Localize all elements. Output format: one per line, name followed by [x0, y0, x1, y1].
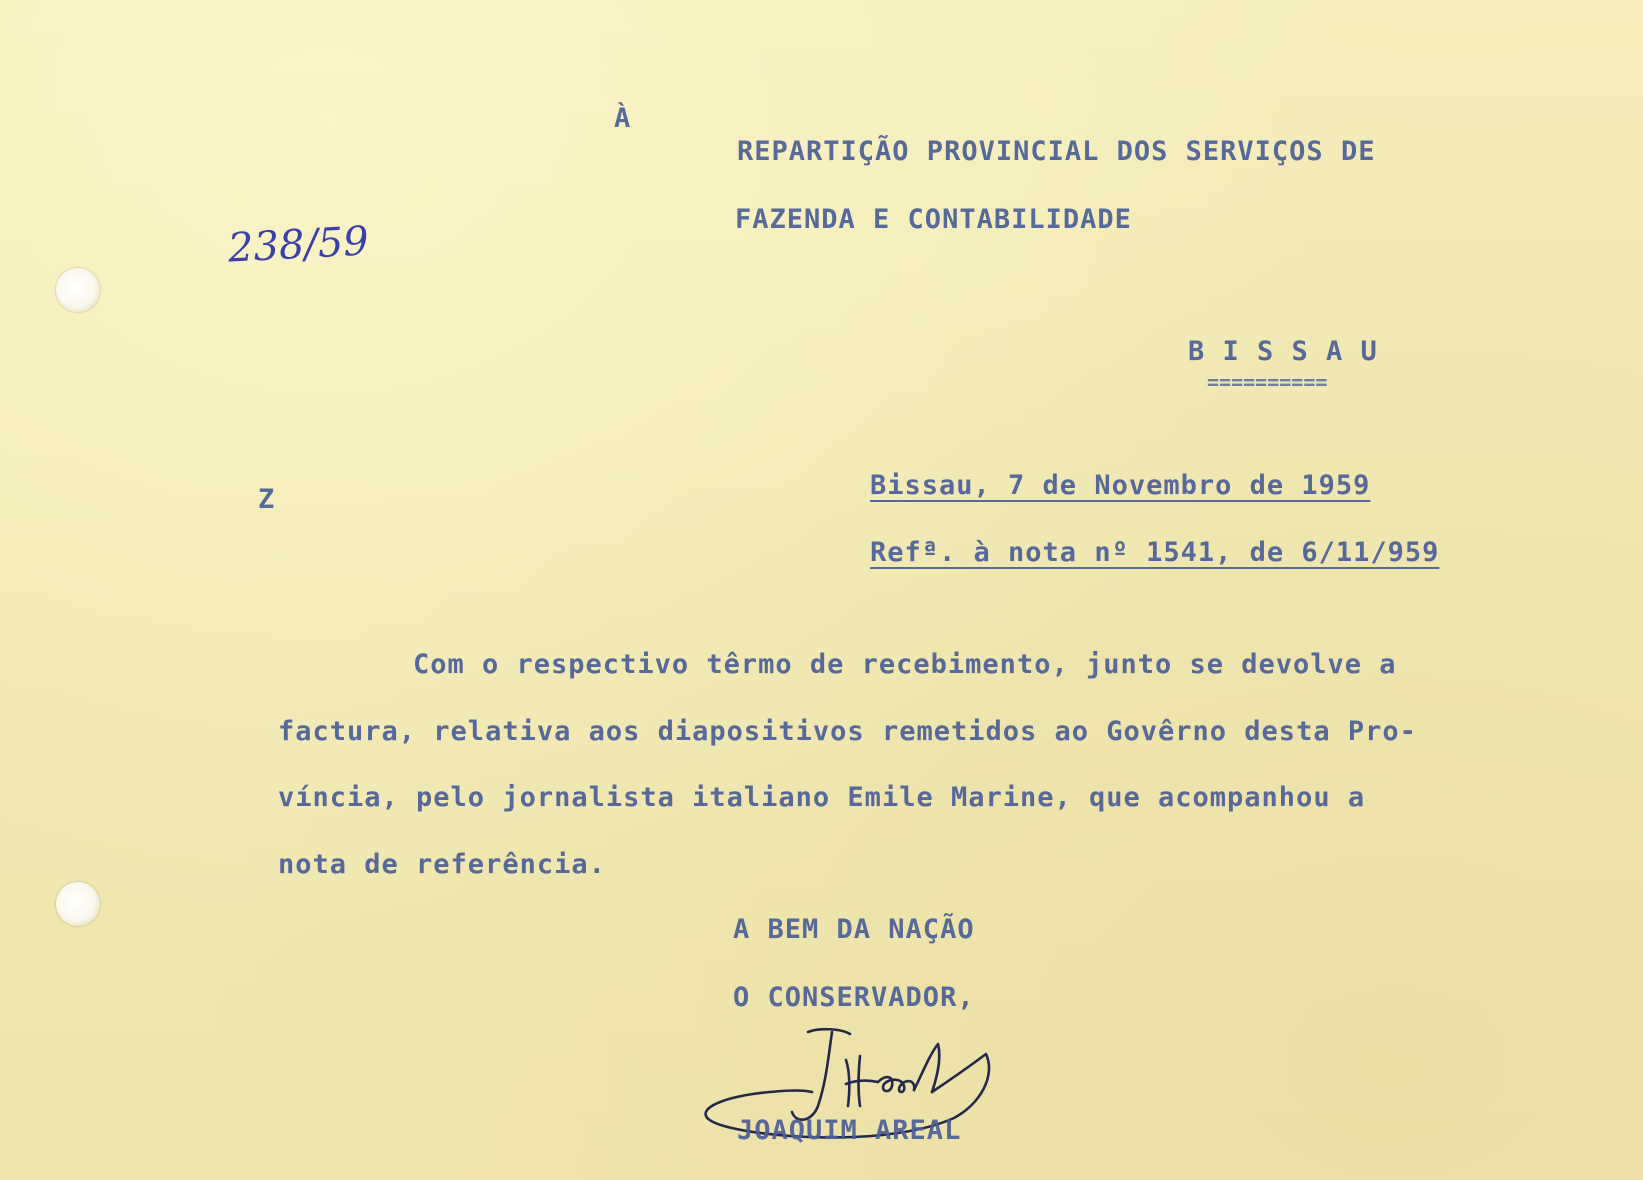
closing-line-2: O CONSERVADOR, [733, 982, 975, 1013]
city-heading: B I S S A U [1188, 336, 1378, 367]
punch-hole-bottom [56, 882, 100, 926]
body-line-2: factura, relativa aos diapositivos remetidos ao Govêrno desta Pro- [278, 716, 1417, 747]
body-line-3: víncia, pelo jornalista italiano Emile Marine, que acompanhou a [278, 782, 1366, 813]
city-double-rule: ========== [1207, 370, 1328, 394]
date-line: Bissau, 7 de Novembro de 1959 [870, 470, 1371, 501]
handwritten-reference: 238/59 [226, 218, 370, 272]
signatory-name: JOAQUIM AREAL [737, 1115, 962, 1146]
closing-line-1: A BEM DA NAÇÃO [733, 914, 975, 945]
reference-line: Refª. à nota nº 1541, de 6/11/959 [870, 537, 1440, 568]
margin-marker: Z [258, 484, 276, 515]
body-line-1: Com o respectivo têrmo de recebimento, junto se devolve a [413, 649, 1397, 680]
salutation: À [614, 103, 632, 134]
addressee-line-1: REPARTIÇÃO PROVINCIAL DOS SERVIÇOS DE [737, 136, 1376, 167]
body-line-4: nota de referência. [278, 849, 606, 880]
addressee-line-2: FAZENDA E CONTABILIDADE [735, 204, 1132, 235]
punch-hole-top [56, 268, 100, 312]
